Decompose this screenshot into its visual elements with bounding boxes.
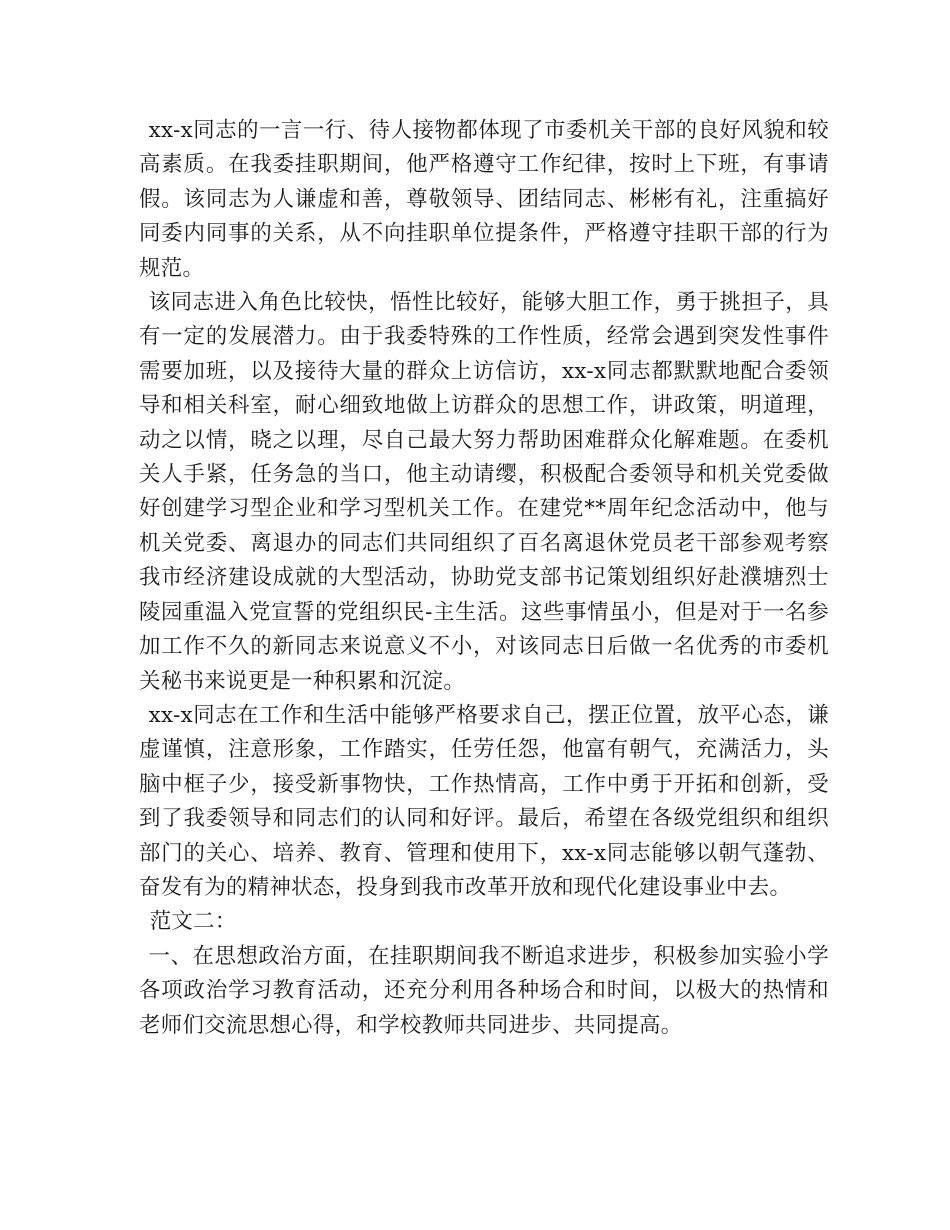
document-body [139,114,829,1043]
paragraph-1: xx-x同志的一言一行、待人接物都体现了市委机关干部的良好风貌和较高素质。在我委挂职期间，他严格遵守工作纪律，按时上下班，有事请假。该同志为人谦虚和善，尊敬领导、团结同志、彬彬有礼，注重搞好同委内同事的关系，从不向挂职单位提条件，严格遵守挂职干部的行为规范。 [139,118,829,281]
paragraph-2: 该同志进入角色比较快，悟性比较好，能够大胆工作，勇于挑担子，具有一定的发展潜力。由于我委特殊的工作性质，经常会遇到突发性事件需要加班，以及接待大量的群众上访信访，xx-x同志都默默地配合委领导和相关科室，耐心细致地做上访群众的思想工作，讲政策，明道理，动之以情，晓之以理，尽自己最大努力帮助困难群众化解难题。在委机关人手紧，任务急的当口，他主动请缨，积极配合委领导和机关党委做好创建学习型企业和学习型机关工作。在建党**周年纪念活动中，他与机关党委、离退办的同志们共同组织了百名离退休党员老干部参观考察我市经济建设成就的大型活动，协助党支部书记策划组织好赴濮塘烈士陵园重温入党宣誓的党组织民-主生活。这些事情虽小，但是对于一名参加工作不久的新同志来说意义不小，对该同志日后做一名优秀的市委机关秘书来说更是一种积累和沉淀。 [139,290,829,694]
paragraph-3: xx-x同志在工作和生活中能够严格要求自己，摆正位置，放平心态，谦虚谨慎，注意形象，工作踏实，任劳任怨，他富有朝气，充满活力，头脑中框子少，接受新事物快，工作热情高，工作中勇于开拓和创新，受到了我委领导和同志们的认同和好评。最后，希望在各级党组织和组织部门的关心、培养、教育、管理和使用下，xx-x同志能够以朝气蓬勃、奋发有为的精神状态，投身到我市改革开放和现代化建设事业中去。 [139,702,829,900]
section-heading: 范文二： [149,909,237,935]
paragraph-4: 一、在思想政治方面，在挂职期间我不断追求进步，积极参加实验小学各项政治学习教育活动，还充分利用各种场合和时间，以极大的热情和老师们交流思想心得，和学校教师共同进步、共同提高。 [139,943,829,1038]
